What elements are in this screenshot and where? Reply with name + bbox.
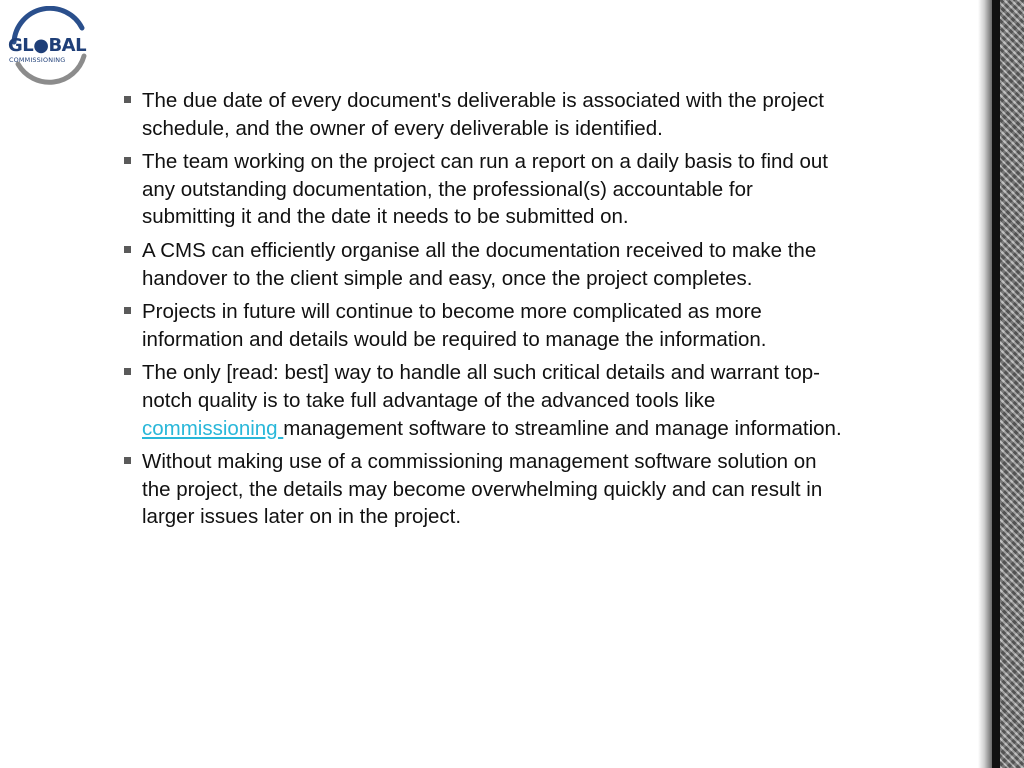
square-bullet-icon: [124, 96, 131, 103]
bullet-text-before-link: The only [read: best] way to handle all such critical details and warrant top-notch quality is to take full advantage of the advanced tools like: [142, 361, 820, 412]
square-bullet-icon: [124, 307, 131, 314]
bullet-item: [120, 237, 850, 292]
band-shadow: [978, 0, 992, 768]
logo-subtitle: COMMISSIONING: [9, 56, 66, 64]
global-commissioning-logo: [4, 6, 92, 88]
logo-word: GL●BAL: [8, 35, 87, 56]
square-bullet-icon: [124, 368, 131, 375]
bullet-item: [120, 448, 850, 531]
commissioning-link[interactable]: commissioning: [142, 416, 284, 440]
bullet-item: [120, 359, 850, 442]
bullet-text-after-link: management software to streamline and manage information.: [283, 416, 842, 440]
bullet-item: [120, 87, 850, 142]
bullet-text: The team working on the project can run a report on a daily basis to find out any outstanding documentation, the professional(s) accountable for submitting it and the date it needs to be submitted on.: [142, 150, 828, 229]
square-bullet-icon: [124, 157, 131, 164]
bullet-list: [120, 87, 850, 537]
bullet-item: [120, 298, 850, 353]
square-bullet-icon: [124, 246, 131, 253]
bullet-text: Without making use of a commissioning management software solution on the project, the details may become overwhelming quickly and can result in larger issues later on in the project.: [142, 450, 823, 529]
bullet-text: A CMS can efficiently organise all the documentation received to make the handover to the client simple and easy, once the project completes.: [142, 238, 817, 290]
bullet-item: [120, 148, 850, 231]
bullet-text: The due date of every document's deliverable is associated with the project schedule, and the owner of every deliverable is identified.: [142, 89, 824, 140]
right-decorative-band: [978, 0, 1024, 768]
band-black-strip: [992, 0, 1000, 768]
bullet-text: Projects in future will continue to become more complicated as more information and details would be required to manage the information.: [142, 300, 767, 351]
square-bullet-icon: [124, 457, 131, 464]
band-texture: [1000, 0, 1024, 768]
